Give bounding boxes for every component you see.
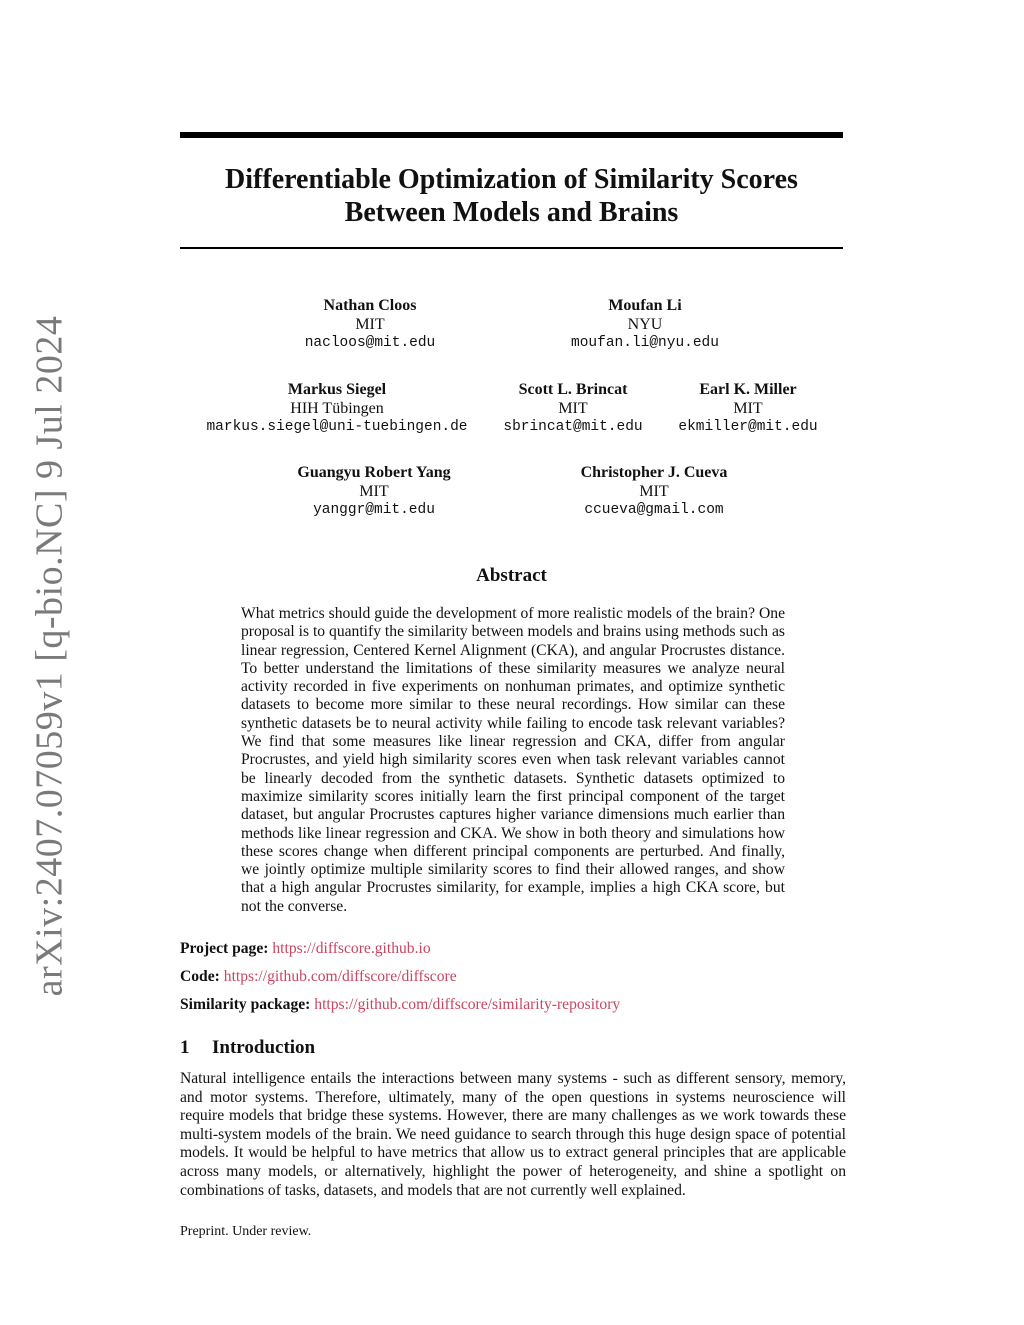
arxiv-identifier-stamp [14, 315, 84, 997]
paper-title-line-1: Differentiable Optimization of Similarity Scores [225, 164, 798, 195]
author-block [544, 463, 764, 520]
section-title: Introduction [212, 1037, 316, 1058]
author-email: ekmiller@mit.edu [678, 419, 818, 435]
similarity-package-label: Similarity package: [180, 996, 311, 1013]
project-page-label: Project page: [180, 940, 269, 957]
project-page-line [180, 939, 843, 958]
author-affiliation: MIT [639, 483, 669, 500]
author-email: nacloos@mit.edu [304, 335, 436, 351]
code-label: Code: [180, 968, 220, 985]
author-name: Moufan Li [608, 297, 682, 314]
author-block [270, 296, 470, 353]
author-email: ccueva@gmail.com [584, 502, 724, 518]
author-name: Guangyu Robert Yang [297, 464, 451, 481]
author-email: yanggr@mit.edu [313, 502, 435, 518]
author-email: sbrincat@mit.edu [503, 419, 643, 435]
author-block [493, 380, 653, 437]
author-name: Markus Siegel [287, 381, 387, 398]
code-line [180, 967, 843, 986]
arxiv-identifier-text: arXiv:2407.07059v1 [q-bio.NC] 9 Jul 2024 [28, 315, 71, 997]
author-affiliation: MIT [359, 483, 389, 500]
author-name: Scott L. Brincat [518, 381, 628, 398]
author-affiliation: HIH Tübingen [290, 400, 384, 417]
introduction-heading [180, 1037, 315, 1059]
author-affiliation: MIT [558, 400, 588, 417]
paper-title [180, 163, 843, 229]
author-block [264, 463, 484, 520]
similarity-package-link[interactable]: https://github.com/diffscore/similarity-repository [314, 996, 621, 1013]
title-top-rule [180, 132, 843, 138]
author-email: markus.siegel@uni-tuebingen.de [206, 419, 468, 435]
abstract-body: What metrics should guide the development of more realistic models of the brain? One proposal is to quantify the similarity between models and brains using methods such as linear regression, Centered Kernel Alignment (CKA), and angular Procrustes distance. To better understand the limitations of these similarity measures we analyze neural activity recorded in five experiments on nonhuman primates, and optimize synthetic datasets to become more similar to these neural recordings. How similar can these synthetic datasets be to neural activity while failing to encode task relevant variables? We find that some measures like linear regression and CKA, differ from angular Procrustes, and yield high similarity scores even when task relevant variables cannot be linearly decoded from the synthetic datasets. Synthetic datasets optimized to maximize similarity scores initially learn the first principal component of the target dataset, but angular Procrustes captures higher variance dimensions much earlier than methods like linear regression and CKA. We show in both theory and simulations how these scores change when different principal components are perturbed. And finally, we jointly optimize multiple similarity scores to find their allowed ranges, and show that a high angular Procrustes similarity, for example, implies a high CKA score, but not the converse. [241, 605, 785, 915]
author-block [197, 380, 477, 437]
section-number: 1 [180, 1037, 190, 1058]
code-link[interactable]: https://github.com/diffscore/diffscore [223, 968, 457, 985]
paper-title-line-2: Between Models and Brains [344, 197, 679, 228]
project-page-link[interactable]: https://diffscore.github.io [272, 940, 431, 957]
author-block [668, 380, 828, 437]
preprint-footer: Preprint. Under review. [180, 1224, 312, 1239]
author-affiliation: MIT [355, 316, 385, 333]
author-name: Christopher J. Cueva [580, 464, 728, 481]
similarity-package-line [180, 995, 843, 1014]
abstract-heading: Abstract [476, 565, 547, 586]
title-bottom-rule [180, 247, 843, 249]
author-affiliation: NYU [627, 316, 663, 333]
author-name: Earl K. Miller [699, 381, 797, 398]
author-block [545, 296, 745, 353]
introduction-body: Natural intelligence entails the interactions between many systems - such as different sensory, memory, and motor systems. Therefore, ultimately, many of the open questions in systems neuroscience will require models that bridge these systems. However, there are many challenges as we work towards these multi-system models of the brain. We need guidance to search through this huge design space of potential models. It would be helpful to have metrics that allow us to extract general principles that are applicable across many models, or alternatively, highlight the power of heterogeneity, and shine a spotlight on combinations of tasks, datasets, and models that are not currently well explained. [180, 1070, 846, 1199]
author-affiliation: MIT [733, 400, 763, 417]
author-email: moufan.li@nyu.edu [571, 335, 719, 351]
author-name: Nathan Cloos [323, 297, 417, 314]
